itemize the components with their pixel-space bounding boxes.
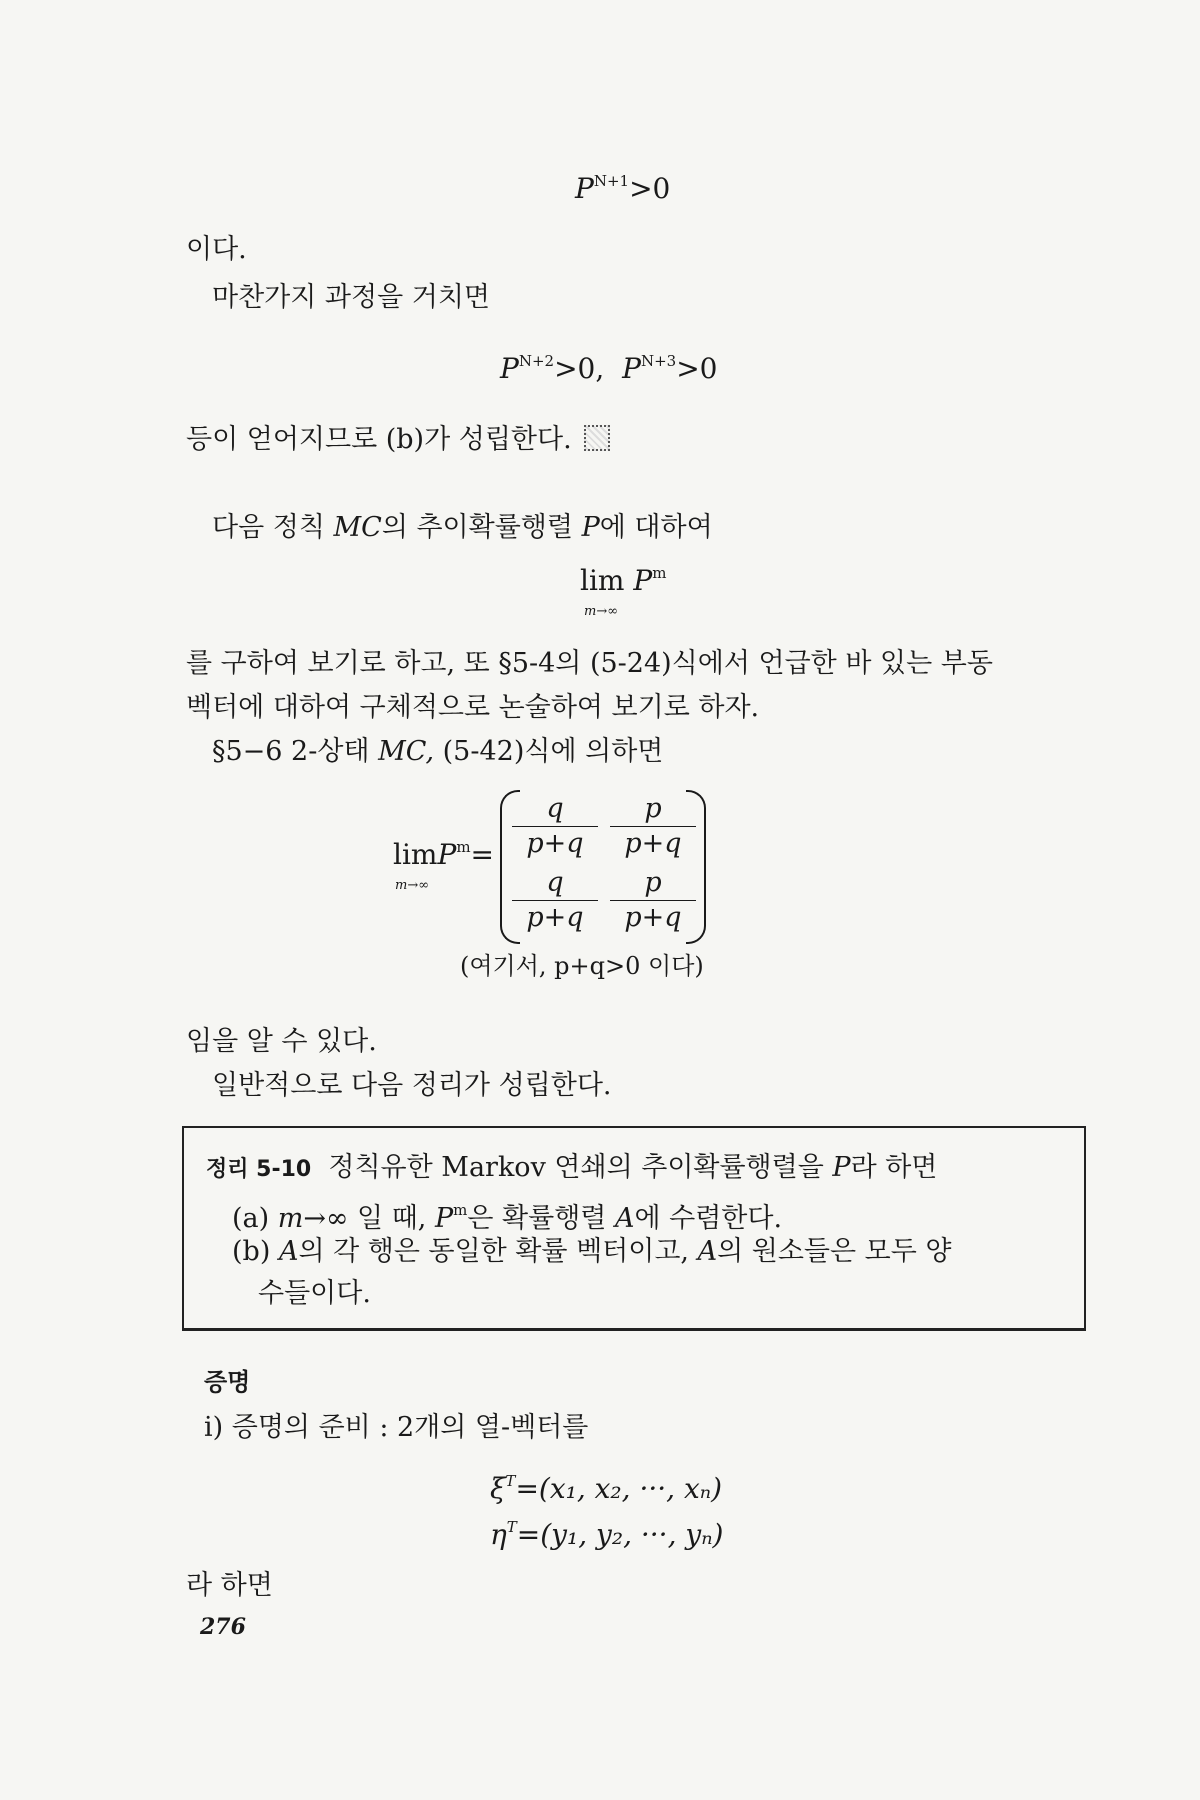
fraction-numerator: p xyxy=(644,793,662,824)
matrix-cell xyxy=(608,866,698,935)
text-line xyxy=(186,422,610,458)
matrix-cell xyxy=(510,866,600,935)
equation-pn2-pn3 xyxy=(500,352,717,385)
lim-operator: lim xyxy=(393,838,438,871)
equation-pn1 xyxy=(575,172,670,205)
fraction-denominator: p+q xyxy=(526,902,584,933)
text-span: 의 원소들은 모두 양 xyxy=(717,1236,952,1267)
matrix-cell xyxy=(608,792,698,861)
lim-exponent: m xyxy=(456,838,471,856)
math-a: A xyxy=(697,1236,718,1267)
text-span: 의 추이확률행렬 xyxy=(381,512,582,543)
fraction-numerator: q xyxy=(546,793,564,824)
math-a: A xyxy=(614,1203,635,1234)
theorem-item-b xyxy=(232,1234,952,1270)
text-line xyxy=(212,510,713,546)
math-transpose: T xyxy=(505,1472,516,1490)
text-line: 라 하면 xyxy=(186,1570,273,1601)
math-exponent: m xyxy=(453,1201,468,1219)
eq-rhs: =(y₁, y₂, ···, yₙ) xyxy=(516,1518,724,1551)
lim-subscript: m→∞ xyxy=(395,878,430,893)
text-span: 정칙유한 Markov 연쇄의 추이확률행렬을 xyxy=(328,1152,833,1183)
math-mc: MC, xyxy=(378,736,435,767)
lim-operator: lim xyxy=(580,564,625,597)
lim-subscript: m→∞ xyxy=(584,604,619,619)
math-p: P xyxy=(581,512,600,543)
text-span: 은 확률행렬 xyxy=(467,1203,615,1234)
text-span: 의 각 행은 동일한 확률 벡터이고, xyxy=(298,1236,698,1267)
math-p: P xyxy=(434,1203,454,1234)
equation-xi xyxy=(490,1472,722,1505)
eq-base: P xyxy=(575,172,594,205)
theorem-item-a xyxy=(232,1192,782,1237)
proof-line: i) 증명의 준비 : 2개의 열-벡터를 xyxy=(204,1412,589,1443)
text-line: 일반적으로 다음 정리가 성립한다. xyxy=(212,1070,612,1101)
fraction-denominator: p+q xyxy=(624,828,682,859)
equation-eta xyxy=(490,1518,723,1551)
lim-exponent: m xyxy=(652,564,667,582)
fraction-denominator: p+q xyxy=(526,828,584,859)
text-line: 마찬가지 과정을 거치면 xyxy=(212,282,490,313)
equals-sign: = xyxy=(470,838,495,871)
proof-heading: 증명 xyxy=(204,1368,251,1396)
eq-base: P xyxy=(622,352,641,385)
item-label: (b) xyxy=(232,1236,279,1267)
theorem-label: 정리 5-10 xyxy=(206,1157,312,1182)
text-span: 라 하면 xyxy=(850,1152,938,1183)
eq-rhs: =(x₁, x₂, ···, xₙ) xyxy=(515,1472,723,1505)
eq-base: P xyxy=(500,352,519,385)
condition-note: (여기서, p+q>0 이다) xyxy=(460,952,704,980)
item-label: (a) xyxy=(232,1203,278,1234)
eq-exponent: N+2 xyxy=(518,352,555,370)
math-a: A xyxy=(278,1236,299,1267)
eq-exponent: N+1 xyxy=(593,172,630,190)
fraction-numerator: q xyxy=(546,867,564,898)
limit-expression xyxy=(580,564,666,597)
math-xi: ξ xyxy=(490,1472,506,1505)
limit-expression xyxy=(393,838,494,871)
fraction-numerator: p xyxy=(644,867,662,898)
fraction-denominator: p+q xyxy=(624,902,682,933)
eq-rhs: >0, xyxy=(554,352,605,385)
page-number: 276 xyxy=(200,1614,246,1640)
lim-base: P xyxy=(437,838,457,871)
matrix-cell xyxy=(510,792,600,861)
math-eta: η xyxy=(490,1518,507,1551)
text-line: 이다. xyxy=(186,234,247,265)
eq-rhs: >0 xyxy=(629,172,671,205)
theorem-intro xyxy=(206,1150,937,1188)
theorem-item-b-cont: 수들이다. xyxy=(258,1278,371,1309)
qed-box-icon xyxy=(584,425,610,451)
text-span: 등이 얻어지므로 (b)가 성립한다. xyxy=(186,424,572,455)
text-span: 다음 정칙 xyxy=(212,512,334,543)
math-mc: MC xyxy=(333,512,382,543)
text-line: 를 구하여 보기로 하고, 또 §5-4의 (5-24)식에서 언급한 바 있는 부동 xyxy=(186,648,993,679)
lim-base: P xyxy=(633,564,653,597)
text-span: 일 때, xyxy=(348,1203,435,1234)
text-span: 에 대하여 xyxy=(599,512,713,543)
text-line: 벡터에 대하여 구체적으로 논술하여 보기로 하자. xyxy=(186,692,760,723)
math-p: P xyxy=(832,1152,851,1183)
math-m-limit: m→∞ xyxy=(277,1203,349,1234)
math-transpose: T xyxy=(506,1518,517,1536)
text-span: 에 수렴한다. xyxy=(634,1203,783,1234)
eq-rhs: >0 xyxy=(676,352,718,385)
text-line: 임을 알 수 있다. xyxy=(186,1026,377,1057)
text-line xyxy=(212,734,663,770)
text-span: §5−6 2-상태 xyxy=(212,736,379,767)
text-span: (5-42)식에 의하면 xyxy=(434,736,664,767)
eq-exponent: N+3 xyxy=(640,352,677,370)
